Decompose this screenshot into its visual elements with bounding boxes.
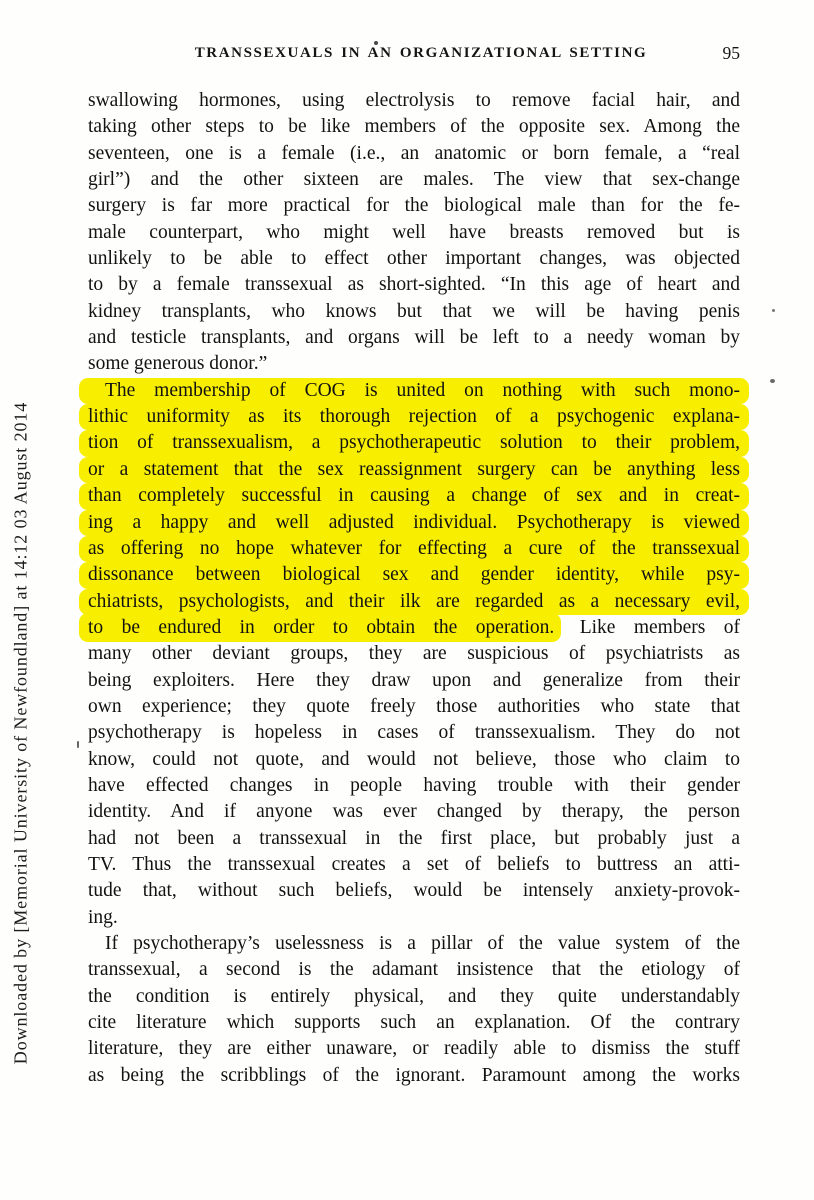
text-line: seventeen, one is a female (i.e., an anatomic or born female, a “real: [88, 142, 740, 164]
scan-speck: [770, 379, 775, 383]
text-line: literature, they are either unaware, or readily able to dismiss the stuff: [88, 1038, 740, 1060]
text-line: being exploiters. Here they draw upon and generalize from their: [88, 669, 740, 691]
text-line: had not been a transsexual in the first place, but probably just a: [88, 827, 740, 849]
text-line: cite literature which supports such an explanation. Of the contrary: [88, 1012, 740, 1034]
text-line: male counterpart, who might well have breasts removed but is: [88, 221, 740, 243]
highlight-mark: to be endured in order to obtain the operation.: [79, 613, 561, 642]
body-text: [88, 88, 740, 1089]
text-line: to by a female transsexual as short-sighted. “In this age of heart and: [88, 274, 740, 296]
text-line: ing.: [88, 906, 118, 928]
text-line: as offering no hope whatever for effecting a cure of the transsexual: [79, 536, 749, 562]
text-line: tion of transsexualism, a psychotherapeutic solution to their problem,: [79, 430, 749, 456]
text-line: kidney transplants, who knows but that we will be having penis: [88, 300, 740, 322]
page-number: 95: [722, 43, 740, 63]
text-line: know, could not quote, and would not believe, those who claim to: [88, 748, 740, 770]
download-watermark: Downloaded by [Memorial University of Newfoundland] at 14:12 03 August 2014: [10, 401, 31, 1065]
text-line: tude that, without such beliefs, would be intensely anxiety-provok-: [88, 880, 740, 902]
running-head: [88, 45, 740, 67]
scan-speck: [772, 309, 775, 312]
scan-speck: [77, 741, 79, 748]
text-line: If psychotherapy’s uselessness is a pillar of the value system of the: [105, 933, 740, 954]
text-line: dissonance between biological sex and gender identity, while psy-: [79, 562, 749, 588]
text-line: swallowing hormones, using electrolysis to remove facial hair, and: [88, 90, 740, 111]
line-text: Like members of: [561, 616, 740, 638]
text-line: The membership of COG is united on nothing with such mono-: [79, 378, 749, 404]
scan-speck: [374, 41, 378, 45]
text-line: TV. Thus the transsexual creates a set of beliefs to buttress an atti-: [88, 853, 740, 875]
text-line: the condition is entirely physical, and they quite understandably: [88, 985, 740, 1007]
text-line: [88, 615, 740, 641]
text-line: have effected changes in people having trouble with their gender: [88, 774, 740, 796]
text-line: unlikely to be able to effect other important changes, was objected: [88, 248, 740, 270]
text-line: than completely successful in causing a change of sex and in creat-: [79, 483, 749, 509]
text-line: as being the scribblings of the ignorant. Paramount among the works: [88, 1064, 740, 1086]
text-line: ing a happy and well adjusted individual. Psychotherapy is viewed: [79, 510, 749, 536]
text-line: or a statement that the sex reassignment surgery can be anything less: [79, 457, 749, 483]
text-line: some generous donor.”: [88, 353, 268, 375]
text-line: psychotherapy is hopeless in cases of transsexualism. They do not: [88, 722, 740, 744]
text-line: chiatrists, psychologists, and their ilk are regarded as a necessary evil,: [79, 589, 749, 615]
text-line: identity. And if anyone was ever changed by therapy, the person: [88, 801, 740, 823]
text-line: girl”) and the other sixteen are males. The view that sex-change: [88, 169, 740, 191]
text-line: own experience; they quote freely those authorities who state that: [88, 695, 740, 717]
text-line: surgery is far more practical for the biological male than for the fe-: [88, 195, 740, 217]
text-line: lithic uniformity as its thorough rejection of a psychogenic explana-: [79, 404, 749, 430]
text-line: many other deviant groups, they are suspicious of psychiatrists as: [88, 643, 740, 665]
text-line: and testicle transplants, and organs will be left to a needy woman by: [88, 327, 740, 349]
text-line: transsexual, a second is the adamant insistence that the etiology of: [88, 959, 740, 981]
page-title: TRANSSEXUALS IN AN ORGANIZATIONAL SETTING: [194, 45, 648, 61]
text-line: taking other steps to be like members of the opposite sex. Among the: [88, 116, 740, 138]
